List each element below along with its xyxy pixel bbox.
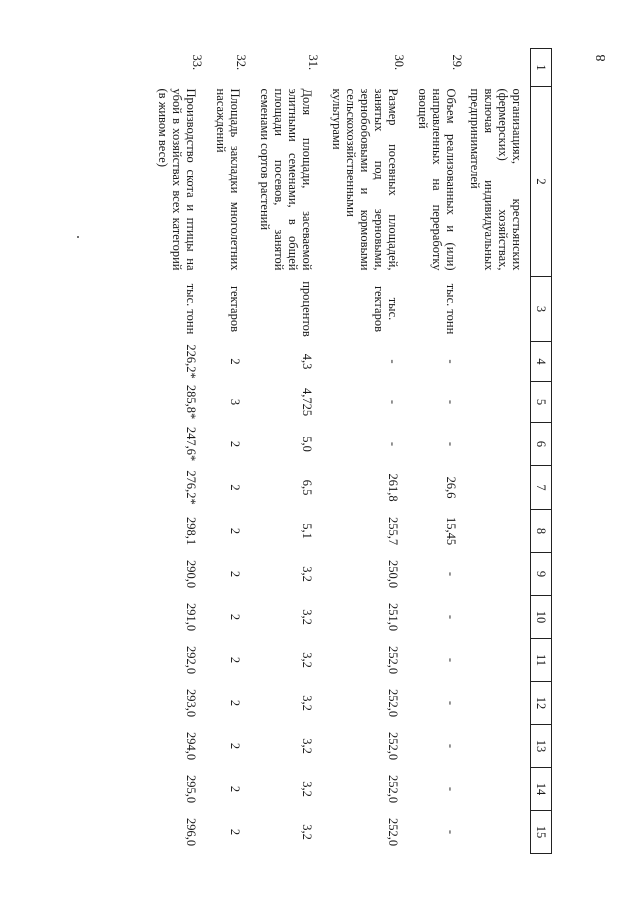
value-cell: 2 [228,742,242,750]
value-cell: 3,2 [300,824,314,840]
value-cell: 3,2 [300,695,314,711]
header-cell: 14 [531,768,552,811]
empty-cell [464,49,531,87]
value-cell: 292,0 [184,645,198,675]
value-cell: 26,6 [444,476,458,499]
header-cell: 2 [531,87,552,277]
value-cell: 4,3 [300,353,314,370]
value-cell: 3,2 [300,738,314,754]
unit-cell: тыс. гектаров [372,286,400,332]
value-cell: 3,2 [300,781,314,797]
value-cell: - [444,441,458,447]
value-cell: - [444,571,458,577]
value-cell: 250,0 [386,559,400,589]
value-cell: 285,8* [184,384,198,420]
value-cell: 2 [228,699,242,707]
value-cell: 247,6* [184,426,198,462]
header-cell: 6 [531,423,552,466]
value-cell: 226,2* [184,344,198,379]
continuation-row [464,49,531,854]
value-cell: 2 [228,527,242,535]
value-cell: 298,1 [184,516,198,546]
value-cell: 293,0 [184,688,198,718]
value-cell: - [444,657,458,663]
header-cell: 1 [531,49,552,87]
table-row [406,49,464,854]
table-body [146,49,552,854]
value-cell: - [444,786,458,792]
scan-speck [77,236,79,238]
header-cell: 5 [531,382,552,423]
row-number: 32. [234,54,248,71]
header-cell: 3 [531,277,552,342]
value-cell: 15,45 [444,516,458,546]
value-cell: 2 [228,828,242,836]
value-cell: 6,5 [300,479,314,496]
value-cell: - [444,399,458,405]
value-cell: 2 [228,358,242,365]
header-cell: 13 [531,725,552,768]
header-cell: 10 [531,596,552,639]
row-number: 33. [190,54,204,71]
value-cell: 252,0 [386,817,400,847]
value-cell: - [444,359,458,364]
indicator-name: Размер посевных площадей, занятых под зерновыми, зернобобовыми и кормовыми сельскохозяйственными культурами [330,88,400,271]
value-cell: 2 [228,785,242,793]
row-number: 31. [306,54,320,71]
value-cell: 294,0 [184,731,198,761]
value-cell: 4,725 [300,387,314,417]
header-cell: 9 [531,553,552,596]
row-number: 30. [392,54,406,71]
table-row [146,49,204,854]
value-cell: - [444,743,458,749]
header-cell: 7 [531,466,552,510]
value-cell: 251,0 [386,602,400,632]
value-cell: 252,0 [386,645,400,675]
value-cell: 2 [228,484,242,491]
value-cell: - [386,399,400,405]
value-cell: - [444,829,458,835]
header-cell: 4 [531,342,552,382]
header-cell: 15 [531,811,552,854]
table-row [204,49,248,854]
table-row [320,49,406,854]
continuation-text: организациях, крестьянских (фермерских) хозяйствах, включая индивидуальных предпринимателей [468,88,524,271]
indicator-name: Площадь закладки многолетних насаждений [214,88,242,271]
value-cell: - [386,441,400,447]
value-cell: 291,0 [184,602,198,632]
value-cell: 3,2 [300,652,314,668]
value-cell: 3,2 [300,609,314,625]
value-cell: 255,7 [386,516,400,546]
value-cell: 276,2* [184,470,198,505]
unit-cell: гектаров [228,286,242,332]
value-cell: 261,8 [386,473,400,502]
value-cell: - [444,700,458,706]
value-cell: 290,0 [184,559,198,589]
value-cell: 3 [228,398,242,406]
unit-cell: тыс. тонн [184,283,198,335]
page-number: 8 [594,54,609,62]
value-cell: 5,0 [300,436,314,452]
rotated-page [106,48,552,853]
value-cell: 5,1 [300,523,314,539]
value-cell: 295,0 [184,774,198,804]
empty-cell [464,277,531,854]
value-cell: 2 [228,656,242,664]
value-cell: 2 [228,440,242,448]
row-number: 29. [450,54,464,71]
header-cell: 12 [531,682,552,725]
value-cell: - [444,614,458,620]
value-cell: 252,0 [386,688,400,718]
value-cell: - [386,359,400,364]
value-cell: 2 [228,613,242,621]
header-cell: 8 [531,510,552,553]
unit-cell: тыс. тонн [444,283,458,335]
value-cell: 2 [228,570,242,578]
indicator-name: Доля площади, засеваемой элитными семенами, в общей площади посевов, занятой семенами сортов растений [258,88,314,271]
header-row [531,49,552,854]
value-cell: 296,0 [184,817,198,847]
unit-cell: процентов [300,281,314,337]
indicators-table [146,48,552,854]
value-cell: 252,0 [386,774,400,804]
value-cell: 3,2 [300,566,314,582]
header-cell: 11 [531,639,552,682]
table-row [248,49,320,854]
value-cell: 252,0 [386,731,400,761]
indicator-name: Объем реализованных и (или) направленных на переработку овощей [416,88,458,271]
indicator-name: Производство скота и птицы на убой в хозяйствах всех категорий (в живом весе) [156,88,198,271]
